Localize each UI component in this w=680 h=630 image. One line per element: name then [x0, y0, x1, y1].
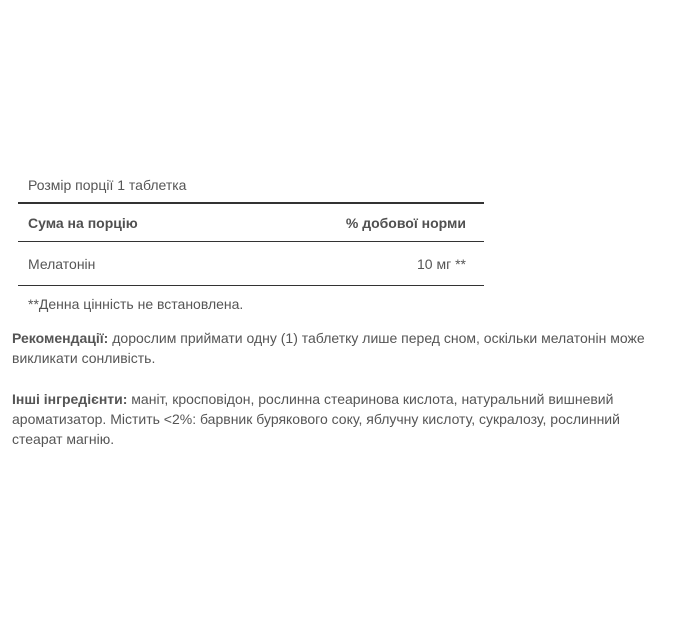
amount-per-serving-header: Сума на порцію	[28, 215, 138, 231]
nutrient-name: Мелатонін	[28, 256, 96, 272]
daily-value-header: % добової норми	[345, 215, 466, 231]
other-ingredients-label: Інші інгредієнти:	[12, 391, 128, 407]
other-ingredients-paragraph	[12, 389, 652, 449]
recommendations-label: Рекомендації:	[12, 330, 109, 346]
table-row	[18, 242, 484, 286]
other-ingredients-text: маніт, кросповідон, рослинна стеаринова кислота, натуральний вишневий ароматизатор. Містить <2%: барвник бурякового соку, яблучну кислоту, сукралозу, рослинний стеарат магнію.	[12, 391, 620, 447]
serving-size: Розмір порції 1 таблетка	[18, 166, 484, 204]
recommendations-paragraph	[12, 328, 652, 368]
nutrient-amount: 10 мг **	[417, 256, 466, 272]
recommendations-text: дорослим приймати одну (1) таблетку лише перед сном, оскільки мелатонін може викликати сонливість.	[12, 330, 645, 366]
supplement-facts-table	[18, 166, 484, 313]
table-header-row	[18, 204, 484, 242]
footnote: **Денна цінність не встановлена.	[28, 296, 244, 312]
